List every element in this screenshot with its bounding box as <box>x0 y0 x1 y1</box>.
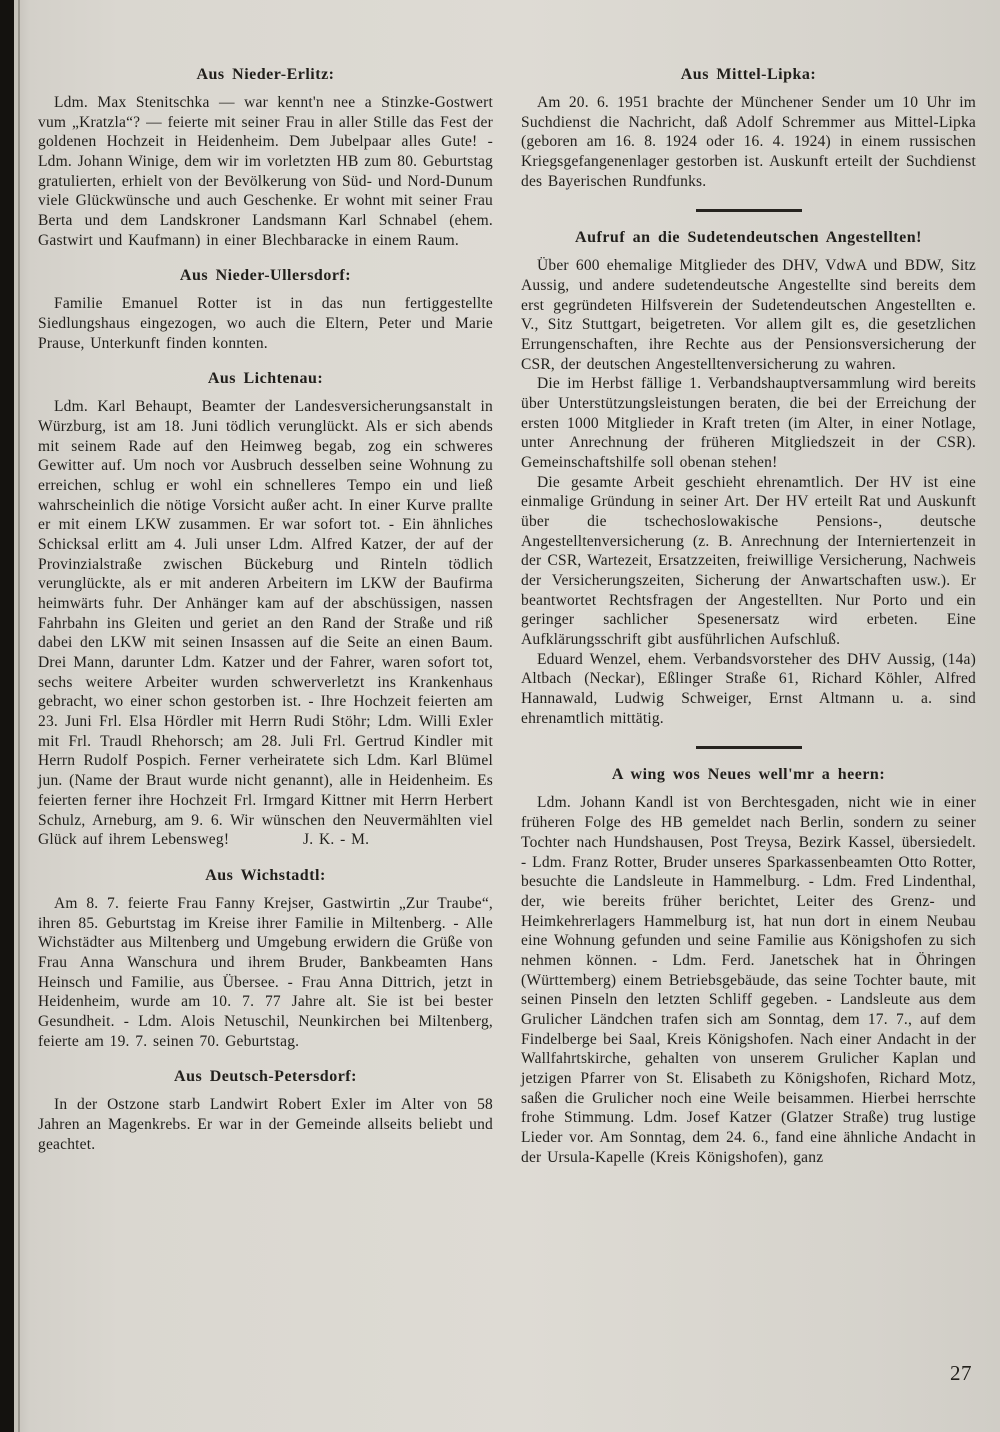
section-paragraph: Familie Emanuel Rotter ist in das nun fertiggestellte Siedlungshaus eingezogen, wo auch die Eltern, Peter und Marie Prause, Unterkunft finden konnten. <box>38 295 493 352</box>
page-content <box>38 66 976 1167</box>
section-lichtenau <box>38 370 493 849</box>
section-heading: Aus Lichtenau: <box>207 370 324 388</box>
section-mittel-lipka <box>521 66 976 191</box>
section-paragraph: Ldm. Johann Kandl ist von Berchtesgaden, nicht wie in einer früheren Folge des HB gemeldet nach Berlin, sondern zu seiner Tochter nach Hundshausen, Post Treysa, Bezirk Kassel, übersiedelt. - Ldm. Franz Rotter, Bruder unseres Sparkassenbeamten Otto Rotter, besuchte die Landsleute in Hammelburg. - Ldm. Fred Lindenthal, der, wie bereits früher berichtet, Leiter des Grenz- und Heimkehrerlagers Hammelburg ist, hat nun dort in einem Neubau eine Wohnung gefunden und seine Familie aus Königshofen zu sich nehmen können. - Ldm. Ferd. Janetschek hat in Öhringen (Württemberg) einem Betriebsgebäude, das seine Tochter baute, mit seinen Pinseln den letzten Schliff gegeben. - Landsleute aus dem Grulicher Ländchen trafen sich am Sonntag, dem 17. 7., auf dem Findelberge bei Saal, Kreis Königshofen. Nach einer Andacht in der Wallfahrtskirche, gehalten von unserem Grulicher Kaplan und jetzigen Pfarrer von St. Elisabeth zu Königshofen, Richard Motz, saßen die Grulicher noch eine Weile beisammen. Hierbei herrschte frohe Stimmung. Ldm. Josef Katzer (Glatzer Straße) trug lustige Lieder vor. Am Sonntag, dem 24. 6., fand eine ähnliche Andacht in der Ursula-Kapelle (Kreis Königshofen), ganz <box>521 794 976 1166</box>
section-heading: Aus Nieder-Erlitz: <box>196 66 335 83</box>
left-column <box>38 66 493 1167</box>
section-heading: Aufruf an die Sudetendeutschen Angestellten! <box>575 229 922 247</box>
page-number: 27 <box>950 1361 972 1385</box>
section-heading: A wing wos Neues well'mr a heern: <box>611 766 886 784</box>
section-paragraph: Eduard Wenzel, ehem. Verbandsvorsteher des DHV Aussig, (14a) Altbach (Neckar), Eßlinger Straße 61, Richard Köhler, Alfred Hannawald, Ludwig Schweiger, Ernst Altmann u. a. sind ehrenamtlich mittätig. <box>521 650 976 727</box>
section-divider <box>696 746 802 749</box>
section-paragraph: Die gesamte Arbeit geschieht ehrenamtlich. Der HV ist eine einmalige Gründung in seiner Art. Der HV erteilt Rat und Auskunft über die tschechoslowakische Pensions-, deutsche Angestelltenversicherung (z. B. Anrechnung der Interniertenzeit in der CSR, Wartezeit, Ersatzzeiten, freiwillige Versicherung, Nachweis der Versicherungszeiten, Sicherung der Anwartschaften usw.). Er beantwortet Rechtsfragen der Angestellten. Nur Porto und ein geringer sachlicher Spesenersatz wird erbeten. Eine Aufklärungsschrift gibt ausführlichen Aufschluß. <box>521 473 976 649</box>
section-heading: Aus Wichstadtl: <box>205 866 326 884</box>
section-heading: Aus Deutsch-Petersdorf: <box>174 1068 357 1086</box>
scan-edge-bar <box>0 0 14 1432</box>
section-heading: Aus Nieder-Ullersdorf: <box>179 267 352 285</box>
section-a-wing-wos-neues <box>521 766 976 1167</box>
section-heading: Aus Mittel-Lipka: <box>680 66 817 83</box>
section-paragraph: Am 8. 7. feierte Frau Fanny Krejser, Gastwirtin „Zur Traube“, ihren 85. Geburtstag im Kreise ihrer Familie in Miltenberg. - Alle Wichstädter aus Miltenberg und Umgebung erwidern die Grüße von Frau Anna Wanschura und ihrem Bruder, Bankbeamten Hans Heinsch und Familie, aus Übersee. - Frau Anna Dittrich, jetzt in Heidenheim, wurde am 10. 7. 77 Jahre alt. Sie ist bei bester Gesundheit. - Ldm. Alois Netuschil, Neunkirchen bei Miltenberg, feierte am 19. 7. seinen 70. Geburtstag. <box>38 894 493 1050</box>
section-nieder-ullersdorf <box>38 267 493 353</box>
section-deutsch-petersdorf <box>38 1068 493 1154</box>
right-column <box>521 66 976 1167</box>
scan-edge-line <box>18 0 20 1432</box>
section-paragraph: Über 600 ehemalige Mitglieder des DHV, VdwA und BDW, Sitz Aussig, und andere sudetendeutsche Angestellte sind bereits dem erst gegründeten Hilfsverein der Sudetendeutschen Angestellten e. V., Sitz Stuttgart, beigetreten. Vor allem gilt es, die gesetzlichen Errungenschaften, ihre Rechte aus der Pensionsversicherung der CSR, der deutschen Angestelltenversicherung zu wahren. <box>521 257 976 373</box>
section-paragraph: Ldm. Karl Behaupt, Beamter der Landesversicherungsanstalt in Würzburg, ist am 18. Juni tödlich verunglückt. Als er sich abends mit seinem Rade auf den Heimweg begab, zog ein schweres Gewitter auf. Um noch vor Ausbruch desselben seine Wohnung zu erreichen, schlug er wohl ein schnelleres Tempo ein und ließ wahrscheinlich die nötige Vorsicht außer acht. In einer Kurve prallte er mit einem LKW zusammen. Er war sofort tot. - Ein ähnliches Schicksal erlitt am 4. Juli unser Ldm. Alfred Katzer, der auf der Provinzialstraße zwischen Bückeburg und Rinteln tödlich verunglückte, als er mit anderen Arbeitern im LKW der Baufirma heimwärts fuhr. Der Anhänger kam auf der abschüssigen, nassen Fahrbahn ins Gleiten und geriet an den Rand der Straße und riß dabei den LKW mit seinen Insassen auf die Seite an einen Baum. Drei Mann, darunter Ldm. Katzer und der Fahrer, waren sofort tot, sechs weitere Arbeiter wurden schwerverletzt ins Krankenhaus gebracht, wo einer schon gestorben ist. - Ihre Hochzeit feierten am 23. Juni Frl. Elsa Hördler mit Herrn Rudi Stöhr; Ldm. Willi Exler mit Frl. Traudl Rhehorsch; am 28. Juli Frl. Gertrud Kindler mit Herrn Rudolf Pospich. Ferner verheiratete sich Ldm. Karl Blümel jun. (Name der Braut wurde nicht genannt), alle in Heidenheim. Es feierten ferner ihre Hochzeit Frl. Irmgard Kittner mit Herrn Herbert Schulz, Arneburg, am 9. 6. Wir wünschen den Neuvermählten viel Glück auf ihrem Lebensweg! J. K. - M. <box>38 398 493 849</box>
section-nieder-erlitz <box>38 66 493 250</box>
section-paragraph: Am 20. 6. 1951 brachte der Münchener Sender um 10 Uhr im Suchdienst die Nachricht, daß Adolf Schremmer aus Mittel-Lipka (geboren am 16. 8. 1924 oder 16. 4. 1924) in einem russischen Kriegsgefangenenlager gestorben ist. Auskunft erteilt der Suchdienst des Bayerischen Rundfunks. <box>521 94 976 190</box>
section-paragraph: Ldm. Max Stenitschka — war kennt'n nee a Stinzke-Gostwert vum „Kratzla“? — feierte mit seiner Frau in aller Stille das Fest der goldenen Hochzeit in Heidenheim. Dem Jubelpaar alles Gute! - Ldm. Johann Winige, dem wir im vorletzten HB zum 80. Geburtstag gratulierten, erhielt von der Bevölkerung von Süd- und Nord-Dunum viele Glückwünsche und auch Geschenke. Er wohnt mit seiner Frau Berta und dem Landskroner Landsmann Karl Schnabel (ehem. Gastwirt und Kaufmann) in einer Blechbaracke in einem Raum. <box>38 94 493 249</box>
section-paragraph: Die im Herbst fällige 1. Verbandshauptversammlung wird bereits über Unterstützungsleistungen beraten, die bei der Erreichung der ersten 1000 Mitglieder in Kraft treten (im Alter, in einer Notlage, unter Anrechnung der früheren Mitgliedszeit in der CSR). Gemeinschaftshilfe soll obenan stehen! <box>521 375 976 472</box>
section-paragraph: In der Ostzone starb Landwirt Robert Exler im Alter von 58 Jahren an Magenkrebs. Er war in der Gemeinde allseits beliebt und geachtet. <box>38 1096 493 1153</box>
section-aufruf-angestellte <box>521 229 976 728</box>
section-divider <box>696 209 802 212</box>
section-wichstadtl <box>38 867 493 1051</box>
